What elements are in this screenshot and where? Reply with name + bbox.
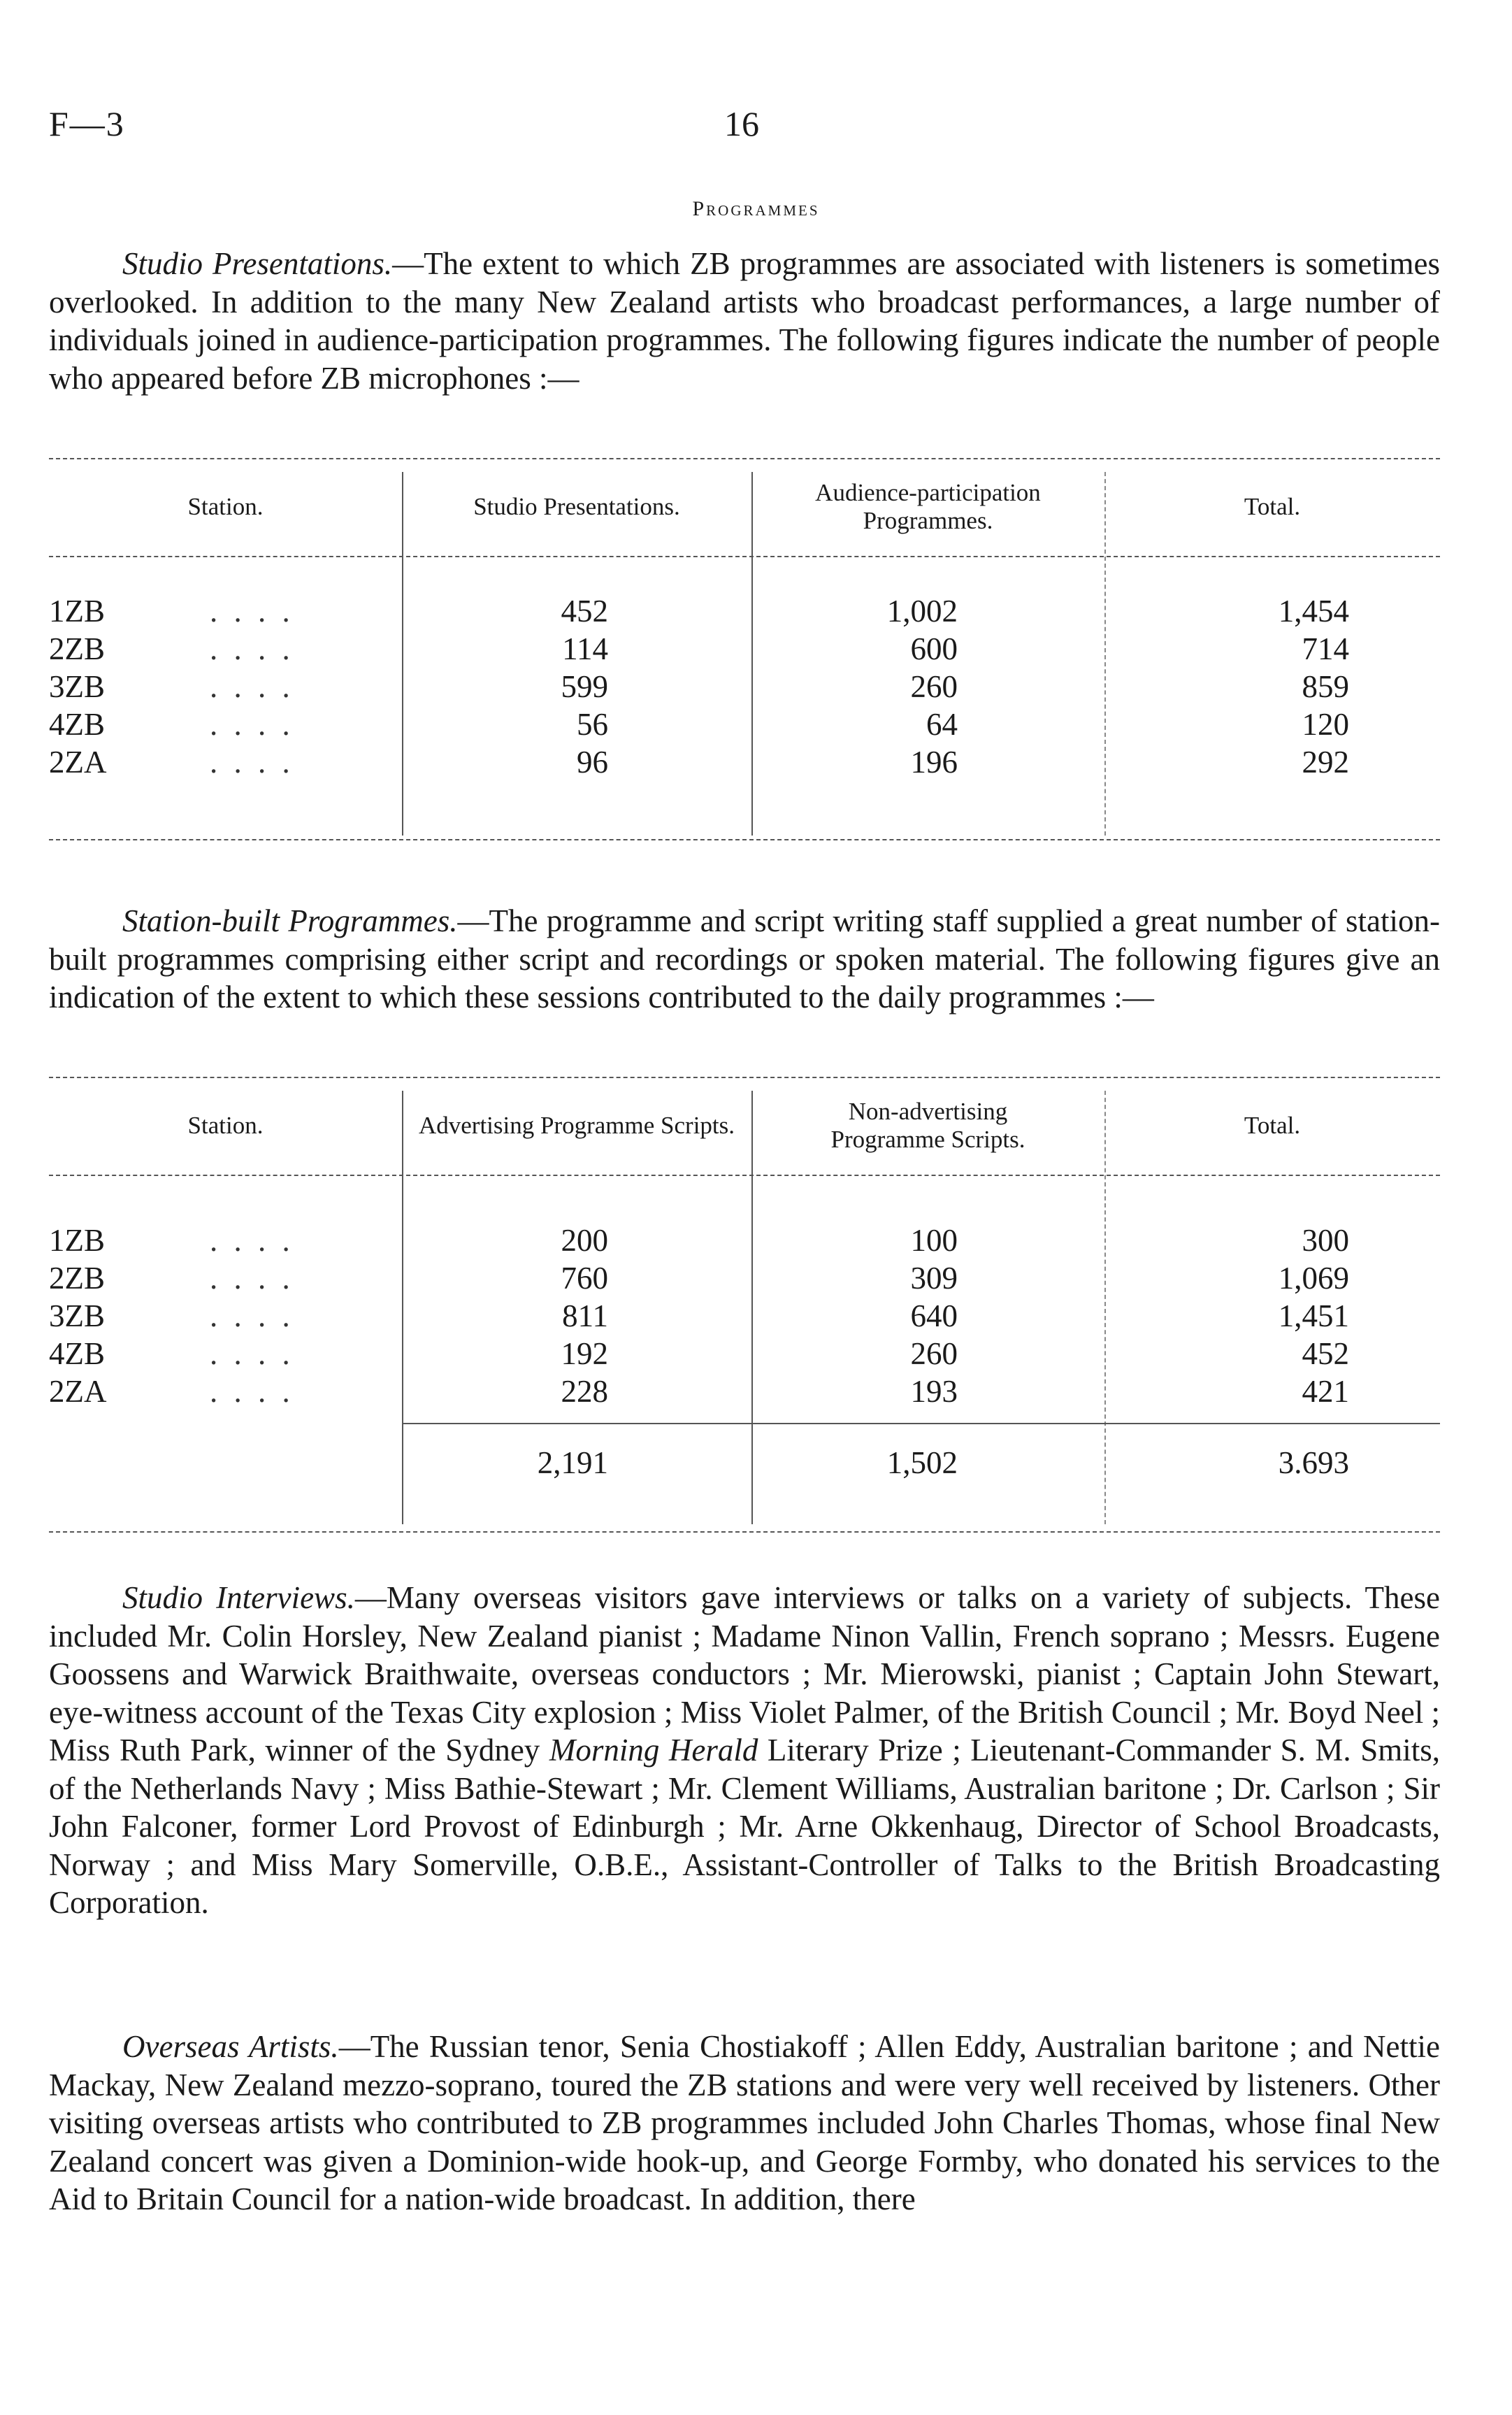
advertising-scripts-value: 811: [562, 1298, 608, 1333]
studio-presentations-value: 114: [562, 631, 608, 666]
paragraph-lead: Overseas Artists.: [122, 2029, 339, 2064]
non-advertising-scripts-value: 309: [910, 1261, 958, 1296]
station-name: 3ZB: [49, 1298, 106, 1333]
header-advertising-scripts: Advertising Programme Scripts.: [418, 1112, 735, 1139]
paragraph-text-continued: Literary Prize ; Lieutenant-Commander S. M. Smits, of the Netherlands Navy ; Miss Bathie-Stewart ; Mr. Clement Williams, Australian baritone ; Dr. Carlson ; Sir John Falconer, former Lord Provost of Edinburgh ; Mr. Arne Okkenhaug, Director of School Broadcasts, Norway ; and Miss Mary Somerville, O.B.E., Assistant-Controller of Talks to the British Broadcasting Corporation.: [49, 1733, 1440, 1920]
table-row: [49, 1373, 1440, 1410]
newspaper-title: Morning Herald: [549, 1733, 758, 1768]
leader-dots: . . . .: [210, 1336, 294, 1371]
total-value: 1,454: [1278, 594, 1349, 629]
paragraph-text: —Many overseas visitors gave interviews or talks on a variety of subjects. These included Mr. Colin Horsley, New Zealand pianist ; Madame Ninon Vallin, French soprano ; Messrs. Eugene Goossens and Warwick Braithwaite, overseas conductors ; Mr. Mierowski, pianist ; Captain John Stewart, eye-witness account of the Texas City explosion ; Miss Violet Palmer, of the British Council ; Mr. Boyd Neel ; Miss Ruth Park, winner of the Sydney: [49, 1580, 1440, 1768]
report-code: F—3: [49, 104, 125, 143]
header-bottom-rule: [49, 556, 1440, 557]
leader-dots: . . . .: [210, 707, 294, 742]
table-bottom-rule: [49, 839, 1440, 840]
non-advertising-scripts-value: 260: [910, 1336, 958, 1371]
audience-participation-value: 260: [910, 669, 958, 704]
total-value: 1,069: [1278, 1261, 1349, 1296]
table-top-rule: [49, 1077, 1440, 1078]
advertising-scripts-value: 760: [561, 1261, 608, 1296]
page-number: 16: [724, 104, 759, 143]
paragraph-studio-interviews: [49, 1579, 1440, 1922]
total-value: 859: [1302, 669, 1349, 704]
studio-presentations-value: 56: [577, 707, 608, 742]
table-bottom-rule: [49, 1531, 1440, 1533]
total-value: 421: [1302, 1374, 1349, 1409]
studio-presentations-value: 599: [561, 669, 608, 704]
station-name: 2ZB: [49, 1261, 106, 1296]
leader-dots: . . . .: [210, 745, 294, 780]
non-advertising-scripts-value: 640: [910, 1298, 958, 1333]
station-name: 3ZB: [49, 669, 106, 704]
station-name: 4ZB: [49, 707, 106, 742]
header-bottom-rule: [49, 1175, 1440, 1176]
station-name: 1ZB: [49, 594, 106, 629]
advertising-scripts-value: 192: [561, 1336, 608, 1371]
total-value: 292: [1302, 745, 1349, 780]
station-name: 4ZB: [49, 1336, 106, 1371]
audience-participation-value: 196: [910, 745, 958, 780]
table-station-built: [49, 1077, 1440, 1538]
station-name: 1ZB: [49, 1223, 106, 1258]
leader-dots: . . . .: [210, 1374, 294, 1409]
paragraph-text: —The extent to which ZB programmes are associated with listeners is sometimes overlooked. In addition to the many New Zealand artists who broadcast performances, a large number of individuals joined in audience-participation programmes. The following figures indicate the number of people who appeared before ZB microphones :—: [49, 246, 1440, 396]
section-heading: [0, 197, 1512, 221]
header-audience-participation: Audience-participation Programmes.: [815, 479, 1041, 534]
table-studio-presentations: [49, 458, 1440, 846]
header-station: Station.: [187, 1112, 264, 1139]
table-row: [49, 743, 1440, 781]
table-top-rule: [49, 458, 1440, 459]
header-total: Total.: [1244, 493, 1301, 520]
paragraph-text: —The Russian tenor, Senia Chostiakoff ; Allen Eddy, Australian baritone ; and Nettie Mackay, New Zealand mezzo-soprano, toured the ZB stations and were very well received by listeners. Other visiting overseas artists who contributed to ZB programmes included John Charles Thomas, whose final New Zealand concert was given a Dominion-wide hook-up, and George Formby, who donated his services to the Aid to Britain Council for a nation-wide broadcast. In addition, there: [49, 2029, 1440, 2216]
header-non-advertising-scripts: Non-advertising Programme Scripts.: [830, 1098, 1025, 1153]
total-value: 120: [1302, 707, 1349, 742]
total-value: 714: [1302, 631, 1349, 666]
table-row: [49, 1221, 1440, 1259]
table-row: [49, 668, 1440, 705]
audience-participation-value: 600: [910, 631, 958, 666]
leader-dots: . . . .: [210, 594, 294, 629]
table-row: [49, 1335, 1440, 1373]
table-row: [49, 705, 1440, 743]
non-advertising-scripts-total: 1,502: [886, 1445, 958, 1480]
audience-participation-value: 1,002: [886, 594, 958, 629]
audience-participation-value: 64: [926, 707, 958, 742]
paragraph-station-built: [49, 902, 1440, 1017]
non-advertising-scripts-value: 100: [910, 1223, 958, 1258]
table-row: [49, 1297, 1440, 1335]
leader-dots: . . . .: [210, 631, 294, 666]
table-row: [49, 1259, 1440, 1297]
advertising-scripts-value: 228: [561, 1374, 608, 1409]
table-row: [49, 592, 1440, 630]
leader-dots: . . . .: [210, 1223, 294, 1258]
non-advertising-scripts-value: 193: [910, 1374, 958, 1409]
advertising-scripts-total: 2,191: [537, 1445, 608, 1480]
paragraph-studio-presentations: [49, 245, 1440, 397]
paragraph-lead: Studio Interviews.: [122, 1580, 355, 1615]
paragraph-lead: Station-built Programmes.: [122, 903, 458, 938]
total-value: 300: [1302, 1223, 1349, 1258]
header-studio-presentations: Studio Presentations.: [473, 493, 680, 520]
totals-rule: [402, 1423, 1440, 1424]
total-value: 1,451: [1278, 1298, 1349, 1333]
station-name: 2ZB: [49, 631, 106, 666]
leader-dots: . . . .: [210, 669, 294, 704]
total-value: 452: [1302, 1336, 1349, 1371]
leader-dots: . . . .: [210, 1261, 294, 1296]
leader-dots: . . . .: [210, 1298, 294, 1333]
table-row: [49, 630, 1440, 668]
grand-total: 3.693: [1278, 1445, 1349, 1480]
header-station: Station.: [187, 493, 264, 520]
station-name: 2ZA: [49, 1374, 107, 1409]
studio-presentations-value: 452: [561, 594, 608, 629]
advertising-scripts-value: 200: [561, 1223, 608, 1258]
studio-presentations-value: 96: [577, 745, 608, 780]
paragraph-lead: Studio Presentations.: [122, 246, 393, 281]
paragraph-overseas-artists: [49, 2028, 1440, 2219]
totals-row: [49, 1444, 1440, 1482]
section-heading-text: Programmes: [692, 197, 820, 220]
station-name: 2ZA: [49, 745, 107, 780]
header-total: Total.: [1244, 1112, 1301, 1139]
paragraph-text: —The programme and script writing staff supplied a great number of station-built programmes comprising either script and recordings or spoken material. The following figures give an indication of the extent to which these sessions contributed to the daily programmes :—: [49, 903, 1440, 1015]
